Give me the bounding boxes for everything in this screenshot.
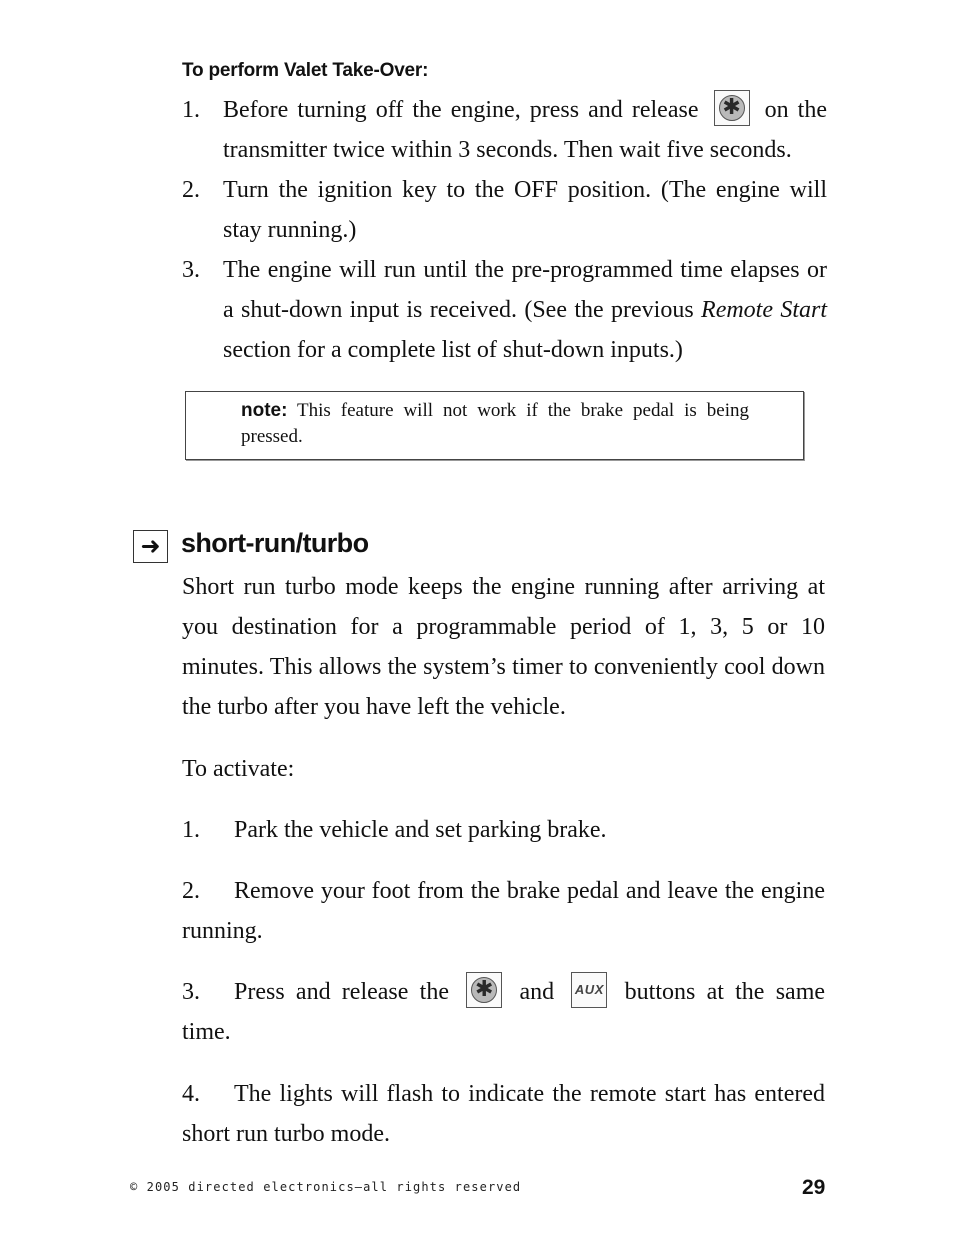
- list-item: [182, 810, 825, 850]
- step-text: Park the vehicle and set parking brake.: [234, 817, 607, 843]
- note-content: [241, 398, 749, 450]
- step-number: 1.: [182, 97, 200, 123]
- note-box: [185, 391, 804, 460]
- star-button-icon: ✱: [466, 972, 502, 1008]
- intro-paragraph: Short run turbo mode keeps the engine running after arriving at you destination for a programmable period of 1, 3, 5 or 10 minutes. This allows the system’s timer to conveniently cool down the turbo after you have left the vehicle.: [182, 574, 825, 720]
- valet-steps-list: [182, 90, 827, 370]
- arrow-icon: ➜: [133, 530, 168, 563]
- note-text: This feature will not work if the brake pedal is being pressed.: [241, 400, 749, 447]
- aux-button-icon: AUX: [571, 972, 607, 1008]
- activate-label: To activate:: [182, 756, 295, 782]
- step-text: and: [519, 979, 555, 1005]
- step-text: The lights will flash to indicate the remote start has entered short run turbo mode.: [182, 1081, 825, 1147]
- step-number: 1.: [182, 817, 200, 843]
- step-text: Press and release the: [234, 979, 449, 1005]
- list-item: [182, 972, 825, 1052]
- step-text: Before turning off the engine, press and release: [223, 97, 699, 123]
- remote-start-reference: Remote Start: [701, 297, 828, 323]
- list-item: [182, 871, 825, 951]
- step-text: section for a complete list of shut-down inputs.): [223, 337, 683, 363]
- list-item: [182, 170, 827, 250]
- step-number: 3.: [182, 979, 200, 1005]
- star-button-icon: ✱: [714, 90, 750, 126]
- step-text: buttons at the same time.: [182, 979, 826, 1045]
- step-number: 4.: [182, 1081, 200, 1107]
- list-item: [182, 250, 827, 370]
- step-text: The engine will run until the pre-programmed time elapses or a shut-down input is received. (See the previous: [223, 257, 827, 323]
- step-number: 2.: [182, 177, 200, 203]
- step-number: 3.: [182, 257, 200, 283]
- section-title: short-run/turbo: [181, 528, 369, 558]
- step-text: on the transmitter twice within 3 seconds. Then wait five seconds.: [223, 97, 827, 163]
- list-item: [182, 1074, 825, 1154]
- valet-takeover-heading: To perform Valet Take-Over:: [182, 60, 429, 81]
- footer-copyright: © 2005 directed electronics—all rights reserved: [130, 1180, 522, 1194]
- note-label: note:: [241, 400, 288, 421]
- page-number: 29: [802, 1176, 826, 1199]
- step-text: Remove your foot from the brake pedal and leave the engine running.: [182, 878, 825, 944]
- step-text: Turn the ignition key to the OFF position. (The engine will stay running.): [223, 177, 827, 243]
- step-number: 2.: [182, 878, 200, 904]
- list-item: [182, 90, 827, 170]
